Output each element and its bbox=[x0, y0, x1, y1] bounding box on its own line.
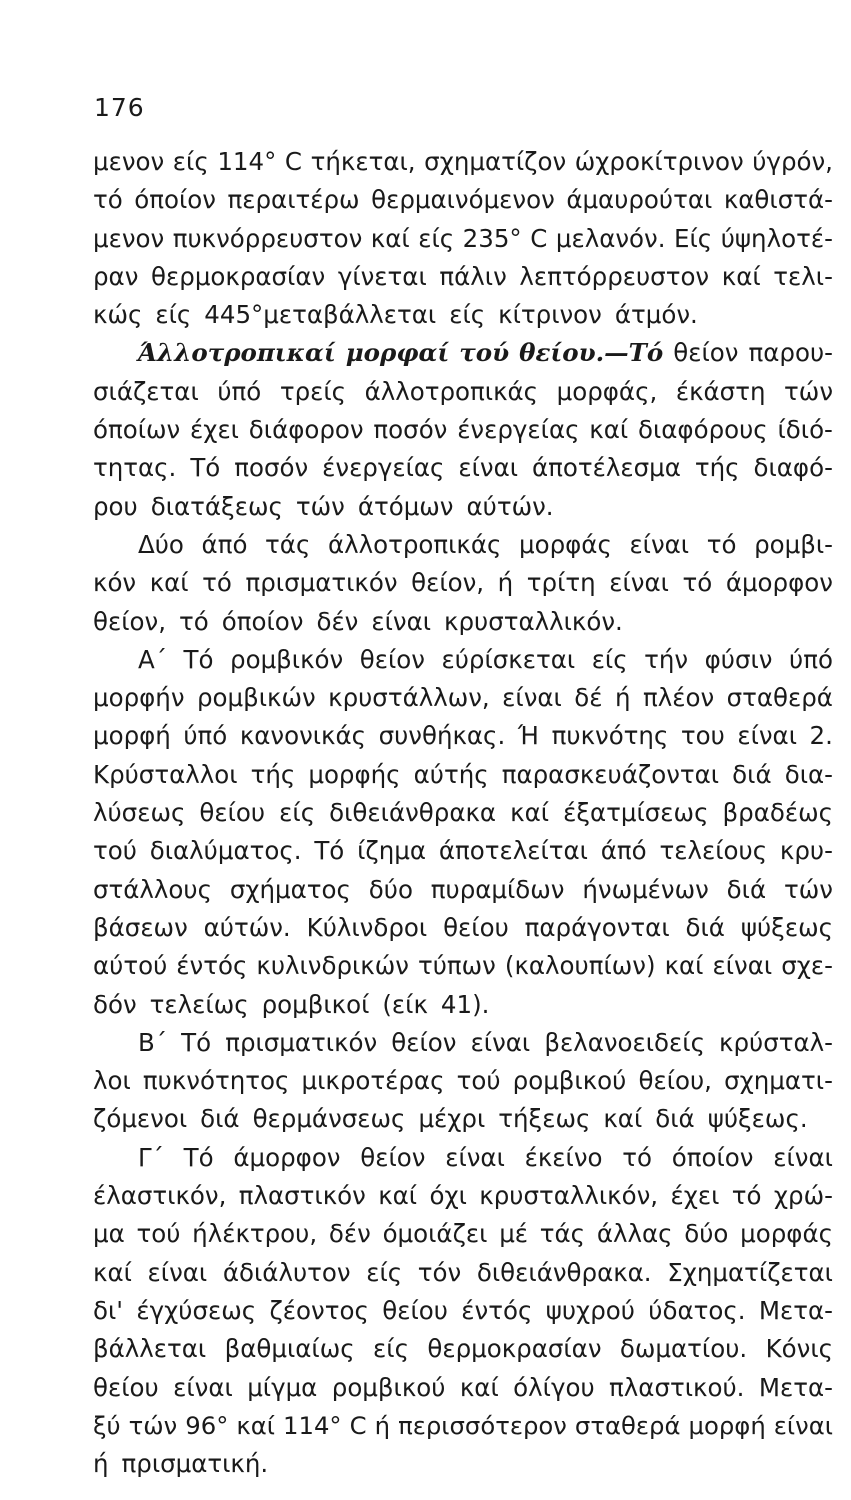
text-line: θείον, τό όποίον δέν είναι κρυσταλλικόν. bbox=[93, 606, 623, 636]
text-line: θείου είναι μίγμα ρομβικού καί όλίγου πλαστικού. Μετα- bbox=[93, 1372, 833, 1402]
text-line: λύσεως θείου είς διθειάνθρακα καί έξατμίσεως βραδέως bbox=[93, 798, 833, 828]
text-line: έλαστικόν, πλαστικόν καί όχι κρυσταλλικόν, έχει τό χρώ- bbox=[93, 1181, 833, 1211]
text-line: βάσεων αύτών. Κύλινδροι θείου παράγονται διά ψύξεως bbox=[93, 912, 833, 942]
text-line: όποίων έχει διάφορον ποσόν ένεργείας καί διαφόρους ίδιό- bbox=[93, 415, 833, 445]
text-line: κώς είς 445°μεταβάλλεται είς κίτρινον άτμόν. bbox=[93, 300, 698, 330]
text-line: ραν θερμοκρασίαν γίνεται πάλιν λεπτόρρευστον καί τελι- bbox=[93, 261, 833, 291]
text-line: ρου διατάξεως τών άτόμων αύτών. bbox=[93, 491, 554, 521]
text-line: Α΄ Τό ρομβικόν θείον εύρίσκεται είς τήν φύσιν ύπό bbox=[138, 644, 833, 674]
text-line: μορφή ύπό κανονικάς συνθήκας. Ή πυκνότης του είναι 2. bbox=[93, 721, 833, 751]
text-line: μορφήν ρομβικών κρυστάλλων, είναι δέ ή πλέον σταθερά bbox=[93, 683, 833, 713]
text-line: λοι πυκνότητος μικροτέρας τού ρομβικού θείου, σχηματι- bbox=[93, 1066, 833, 1096]
text-line: τό όποίον περαιτέρω θερμαινόμενον άμαυρούται καθιστά- bbox=[93, 185, 833, 215]
text-line: τού διαλύματος. Τό ίζημα άποτελείται άπό τελείους κρυ- bbox=[93, 836, 833, 866]
text-line: στάλλους σχήματος δύο πυραμίδων ήνωμένων διά τών bbox=[93, 874, 833, 904]
text-line: Γ΄ Τό άμορφον θείον είναι έκείνο τό όποίον είναι bbox=[138, 1142, 833, 1172]
text-line: σιάζεται ύπό τρείς άλλοτροπικάς μορφάς, έκάστη τών bbox=[93, 376, 833, 406]
text-line: μενον πυκνόρρευστον καί είς 235° C μελανόν. Είς ύψηλοτέ- bbox=[93, 223, 833, 253]
text-line: Άλλοτροπικαί μορφαί τού θείου.—Τό θείον παρου- bbox=[138, 338, 833, 368]
text-line: αύτού έντός κυλινδρικών τύπων (καλουπίων) καί είναι σχε- bbox=[93, 951, 833, 981]
text-line: Β΄ Τό πρισματικόν θείον είναι βελανοειδείς κρύσταλ- bbox=[138, 1027, 833, 1057]
text-line: καί είναι άδιάλυτον είς τόν διθειάνθρακα. Σχηματίζεται bbox=[93, 1257, 833, 1287]
text-line: Δύο άπό τάς άλλοτροπικάς μορφάς είναι τό ρομβι- bbox=[138, 529, 833, 559]
text-line: τητας. Τό ποσόν ένεργείας είναι άποτέλεσμα τής διαφό- bbox=[93, 453, 833, 483]
text-line: ξύ τών 96° καί 114° C ή περισσότερον σταθερά μορφή είναι bbox=[93, 1410, 833, 1440]
text-line: δι' έγχύσεως ζέοντος θείου έντός ψυχρού ύδατος. Μετα- bbox=[93, 1295, 833, 1325]
text-line: Κρύσταλλοι τής μορφής αύτής παρασκευάζονται διά δια- bbox=[93, 759, 833, 789]
text-line: ζόμενοι διά θερμάνσεως μέχρι τήξεως καί διά ψύξεως. bbox=[93, 1104, 808, 1134]
text-line: δόν τελείως ρομβικοί (είκ 41). bbox=[93, 989, 490, 1019]
text-line: βάλλεται βαθμιαίως είς θερμοκρασίαν δωματίου. Κόνις bbox=[93, 1334, 833, 1364]
text-line: κόν καί τό πρισματικόν θείον, ή τρίτη είναι τό άμορφον bbox=[93, 568, 833, 598]
text-line: μα τού ήλέκτρου, δέν όμοιάζει μέ τάς άλλας δύο μορφάς bbox=[93, 1219, 833, 1249]
text-line: μενον είς 114° C τήκεται, σχηματίζον ώχροκίτρινον ύγρόν, bbox=[93, 147, 833, 176]
text-line: ή πρισματική. bbox=[93, 1449, 269, 1479]
body-text bbox=[93, 143, 833, 1483]
page-number: 176 bbox=[94, 93, 145, 122]
